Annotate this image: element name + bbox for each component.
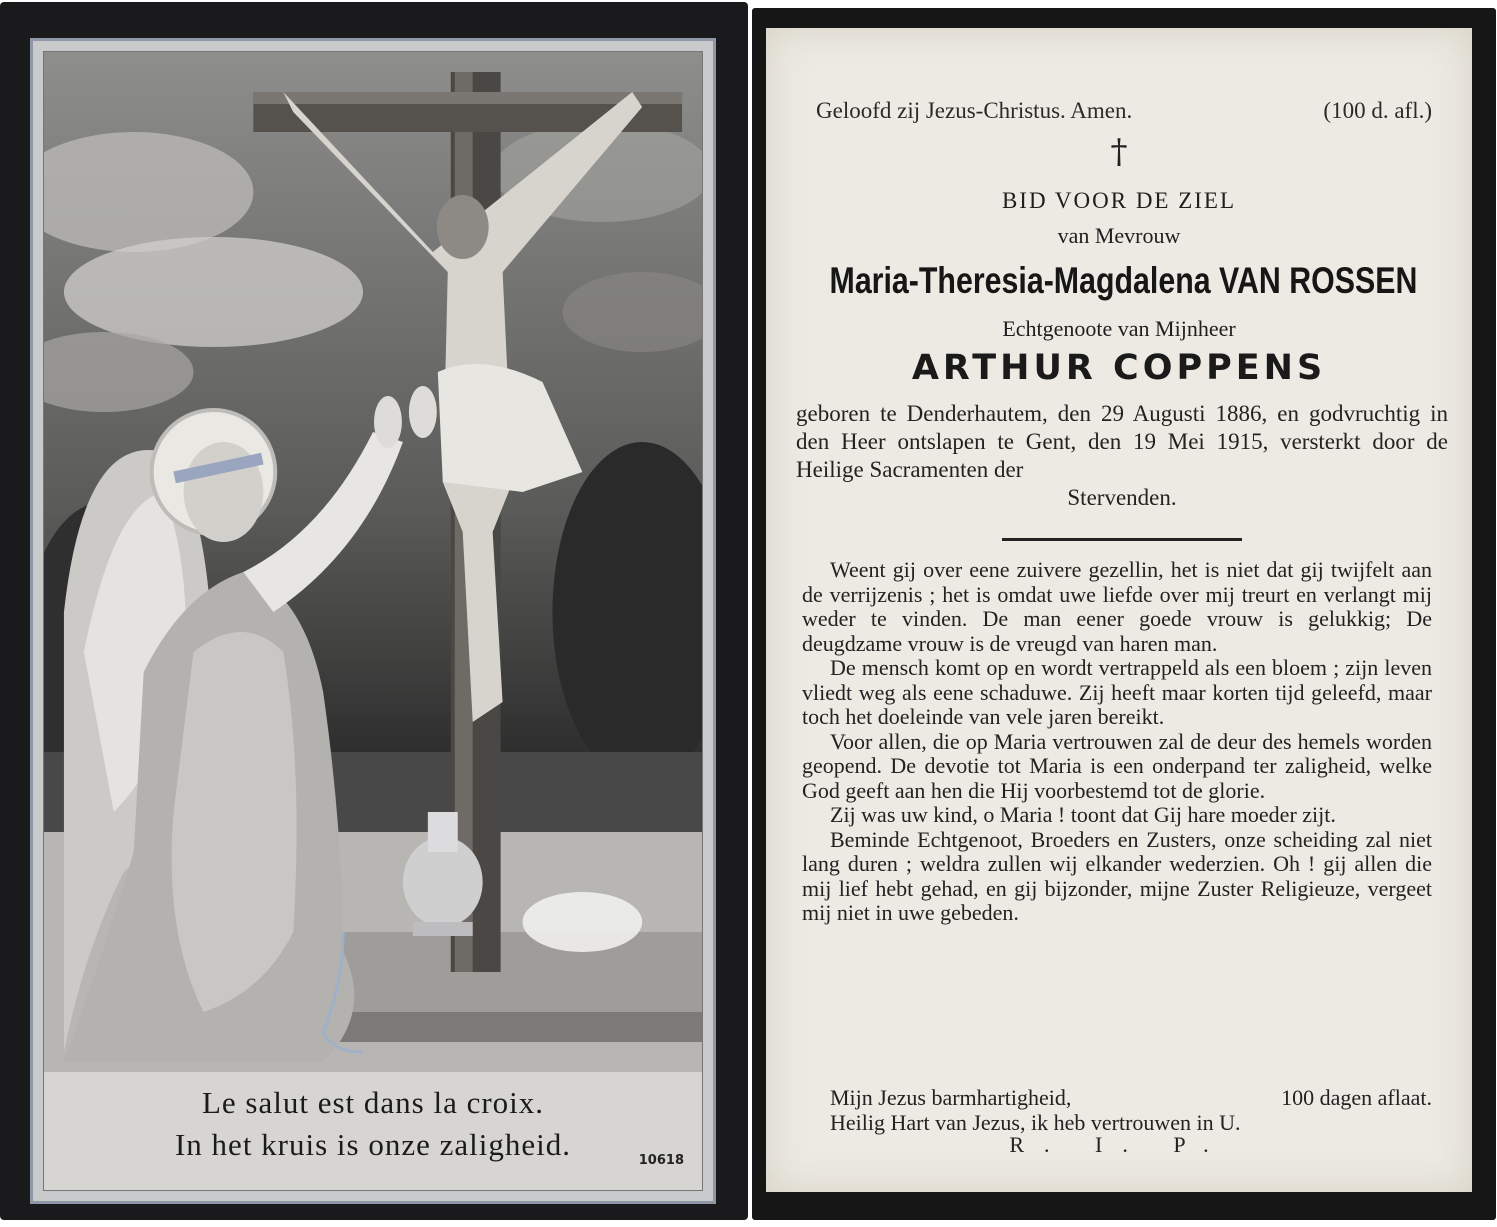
biography-text: geboren te Denderhautem, den 29 Augusti 1886, en godvruchtig in den Heer ontslapen te Gent, den 19 Mei 1915, versterkt door de Heilige Sacramenten der [796, 401, 1448, 482]
caption-french: Le salut est dans la croix. [201, 1085, 545, 1120]
header-indulgence: (100 d. afl.) [1323, 98, 1432, 123]
header-prayer: Geloofd zij Jezus-Christus. Amen. [816, 98, 1133, 123]
van-mevrouw: van Mevrouw [1057, 223, 1181, 248]
divider-rule [1002, 538, 1242, 541]
picture-panel [43, 51, 703, 1191]
crucifix-angel-engraving-icon [44, 52, 702, 1072]
picture-frame [30, 38, 716, 1204]
cross-icon: † [1110, 132, 1128, 172]
paragraph: Zij was uw kind, o Maria ! toont dat Gij hare moeder zijt. [830, 802, 1336, 827]
caption-dutch: In het kruis is onze zaligheid. [174, 1127, 571, 1162]
left-card [0, 2, 748, 1220]
paragraph: Voor allen, die op Maria vertrouwen zal de deur des hemels worden geopend. De devotie tot Maria is een onderpand ter zaligheid, welke God geeft aan hen die Hij voorbestemd tot de glorie. [802, 728, 1432, 803]
closing-line-2: Heilig Hart van Jezus, ik heb vertrouwen in U. [830, 1109, 1241, 1135]
closing-indulgence: 100 dagen aflaat. [1281, 1085, 1432, 1110]
rip-text: R. I. P. [1009, 1132, 1229, 1157]
biography-last-line: Stervenden. [1067, 485, 1177, 510]
card-caption [44, 1082, 702, 1166]
spouse-prefix: Echtgenoote van Mijnheer [1002, 316, 1236, 341]
paragraph: Weent gij over eene zuivere gezellin, het is niet dat gij twijfelt aan de verrijzenis ; het is omdat uwe liefde over mij treurt en verlangt mij weder te vinden. De man eener goede vrouw is gelukkig; De deugdzame vrouw is de vreugd van haren man. [802, 557, 1432, 656]
spouse-name: ARTHUR COPPENS [911, 348, 1327, 388]
closing-line-1 [830, 1086, 1432, 1111]
biography [796, 400, 1448, 512]
bid-heading: BID VOOR DE ZIEL [1001, 188, 1237, 213]
closing-invocations [830, 1086, 1432, 1135]
right-card [752, 8, 1496, 1220]
memorial-text-panel [766, 28, 1472, 1192]
plate-number: 10618 [638, 1153, 684, 1168]
paragraph: De mensch komt op en wordt vertrappeld als een bloem ; zijn leven vliedt weg als eene schaduwe. Zij heeft maar korten tijd geleefd, maar toch het doeleinde van vele jaren bereikt. [802, 655, 1432, 729]
closing-mercy: Mijn Jezus barmhartigheid, [830, 1085, 1072, 1110]
deceased-name: Maria-Theresia-Magdalena VAN ROSSEN [829, 260, 1418, 301]
paragraph: Beminde Echtgenoot, Broeders en Zusters, onze scheiding zal niet lang duren ; weldra zullen wij elkander wederzien. Oh ! gij allen die mij lief hebt gehad, en gij bijzonder, mijne Zuster Religieuze, vergeet mij niet in uwe gebeden. [802, 826, 1432, 925]
prayer-text [802, 558, 1432, 926]
